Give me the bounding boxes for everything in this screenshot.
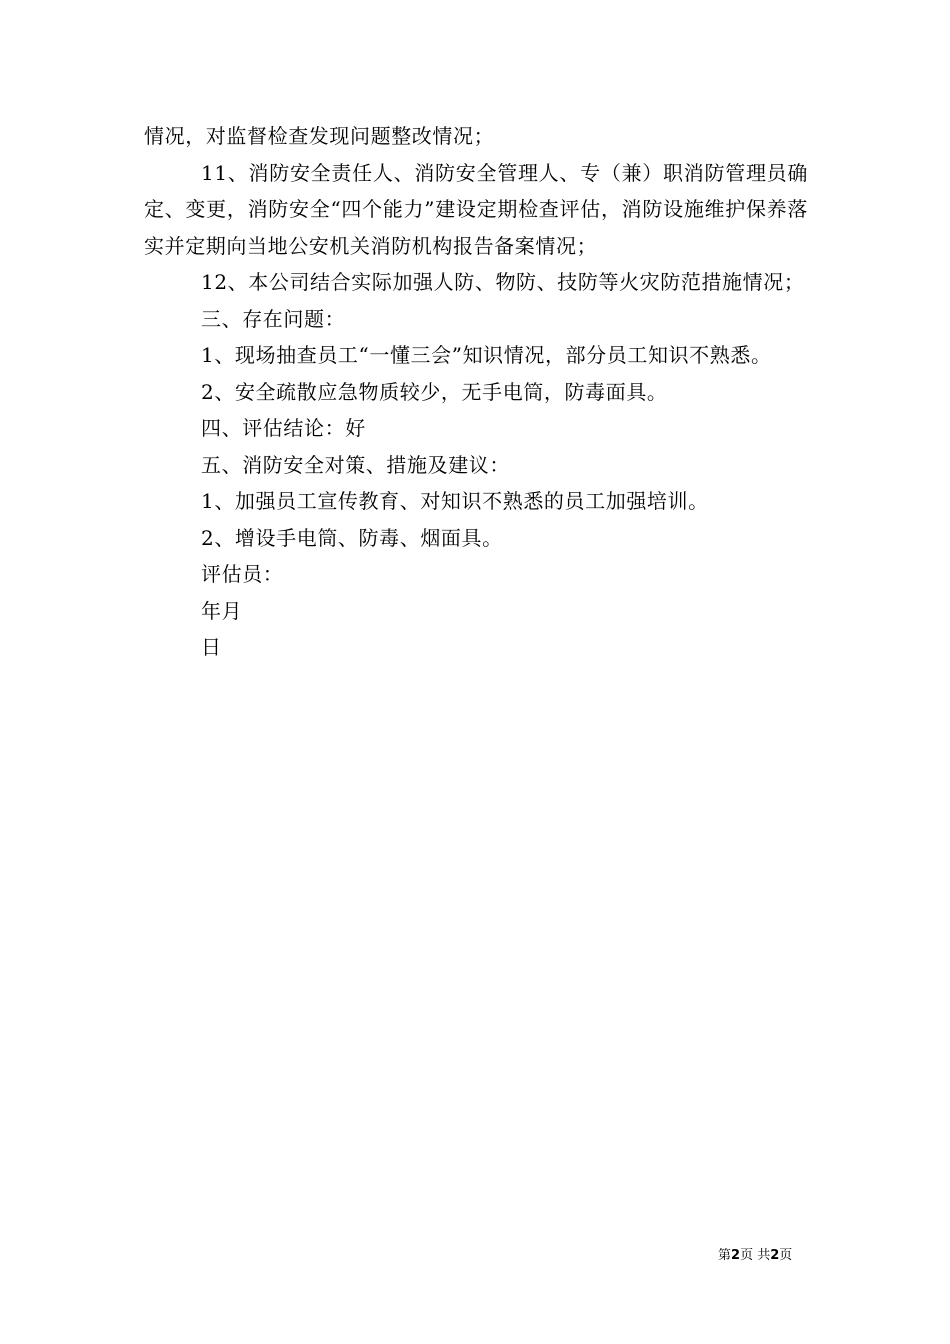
document-body <box>144 118 808 666</box>
paragraph: 1、加强员工宣传教育、对知识不熟悉的员工加强培训。 <box>201 489 709 513</box>
total-page-number: 2 <box>770 1248 780 1263</box>
paragraph: 11、消防安全责任人、消防安全管理人、专（兼）职消防管理员确定、变更，消防安全“四个能力”建设定期检查评估，消防设施维护保养落实并定期向当地公安机关消防机构报告备案情况； <box>144 160 808 258</box>
page-number-footer <box>718 1248 792 1264</box>
paragraph: 2、安全疏散应急物质较少，无手电筒，防毒面具。 <box>201 379 668 404</box>
paragraph: 2、增设手电筒、防毒、烟面具。 <box>201 525 503 550</box>
footer-middle: 页 共 <box>740 1248 771 1263</box>
section-heading: 五、消防安全对策、措施及建议： <box>201 452 510 477</box>
footer-suffix: 页 <box>779 1248 793 1263</box>
section-heading: 四、评估结论：好 <box>201 416 366 440</box>
date-day: 日 <box>201 635 222 659</box>
paragraph: 12、本公司结合实际加强人防、物防、技防等火灾防范措施情况； <box>201 270 805 294</box>
paragraph: 情况，对监督检查发现问题整改情况； <box>144 124 495 148</box>
section-heading: 三、存在问题： <box>201 306 346 331</box>
signature-label: 评估员： <box>201 562 284 586</box>
footer-prefix: 第 <box>718 1248 732 1263</box>
date-year-month: 年月 <box>201 598 243 623</box>
current-page-number: 2 <box>731 1248 741 1263</box>
paragraph: 1、现场抽查员工“一懂三会”知识情况，部分员工知识不熟悉。 <box>201 343 772 367</box>
